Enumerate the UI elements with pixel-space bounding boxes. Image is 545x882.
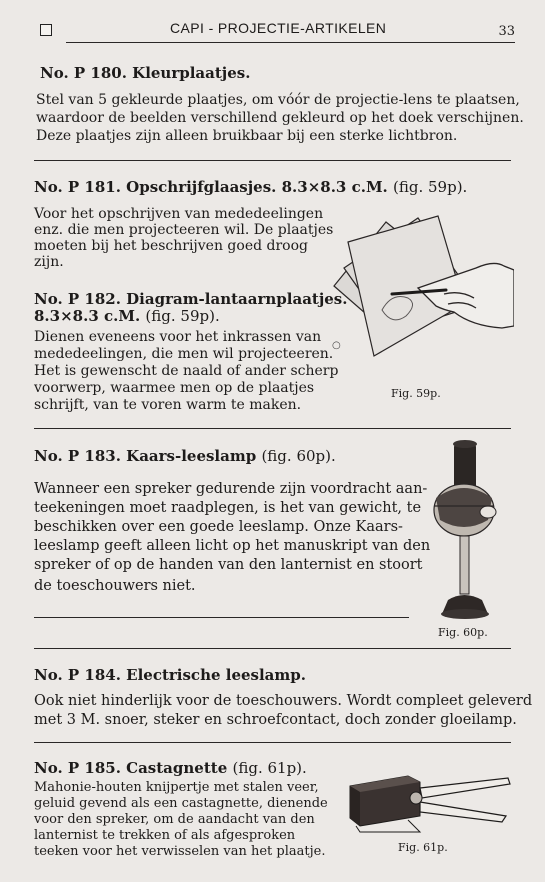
p181-line-3: moeten bij het beschrijven goed droog	[34, 238, 308, 254]
p182-line-1: Dienen eveneens voor het inkrassen van	[34, 329, 322, 345]
glass-plates-figure	[326, 208, 514, 376]
p184-heading: No. P 184. Electrische leeslamp.	[34, 666, 306, 684]
p181-heading-text: No. P 181. Opschrijfglaasjes. 8.3×8.3 c.M.	[34, 178, 388, 196]
header-rule	[66, 42, 515, 43]
p185-line-2: geluid gevend als een castagnette, dienende	[34, 796, 328, 811]
p183-line-6: de toeschouwers niet.	[34, 578, 196, 594]
p185-heading	[34, 759, 307, 777]
p180-line-2: waardoor de beelden verschillend gekleurd op het doek verschijnen.	[36, 110, 524, 126]
candle-lamp-figure	[424, 440, 512, 622]
p183-line-2: teekeningen moet raadplegen, is het van gewicht, te	[34, 500, 422, 516]
p183-line-3: beschikken over een goede leeslamp. Onze Kaars-	[34, 519, 403, 535]
header-title: CAPI - PROJECTIE-ARTIKELEN	[170, 20, 387, 36]
p183-line-5: spreker of op de handen van den lanternist en stoort	[34, 557, 423, 573]
p182-line-2: mededeelingen, die men wil projecteeren.	[34, 346, 334, 362]
p181-line-4: zijn.	[34, 254, 64, 270]
p180-line-1: Stel van 5 gekleurde plaatjes, om vóór de projectie-lens te plaatsen,	[36, 92, 520, 108]
svg-text:○: ○	[332, 340, 341, 351]
fig-60p-caption: Fig. 60p.	[438, 626, 488, 639]
p181-heading	[34, 178, 467, 196]
p181-line-2: enz. die men projecteeren wil. De plaatjes	[34, 222, 334, 238]
p180-heading: No. P 180. Kleurplaatjes.	[40, 64, 251, 82]
section-divider	[34, 648, 511, 649]
p181-line-1: Voor het opschrijven van mededeelingen	[34, 206, 324, 222]
p185-line-3: voor den spreker, om de aandacht van den	[34, 812, 315, 827]
p185-line-5: teeken voor het verwisselen van het plaatje.	[34, 844, 326, 859]
checkbox-square-icon	[40, 24, 52, 36]
castagnette-figure	[346, 772, 512, 838]
p183-line-1: Wanneer een spreker gedurende zijn voordracht aan-	[34, 481, 428, 497]
p183-heading-text: No. P 183. Kaars-leeslamp	[34, 447, 257, 465]
p183-heading	[34, 447, 336, 465]
p185-line-1: Mahonie-houten knijpertje met stalen veer,	[34, 780, 319, 795]
p182-heading-2	[34, 307, 220, 325]
p182-figref: (fig. 59p).	[145, 307, 220, 325]
page-header	[40, 20, 515, 46]
p182-line-4: voorwerp, waarmee men op de plaatjes	[34, 380, 315, 396]
p181-figref: (fig. 59p).	[393, 178, 468, 196]
p185-line-4: lanternist te trekken of als afgesproken	[34, 828, 296, 843]
p184-line-1: Ook niet hinderlijk voor de toeschouwers. Wordt compleet geleverd	[34, 693, 533, 709]
p180-line-3: Deze plaatjes zijn alleen bruikbaar bij een sterke lichtbron.	[36, 128, 458, 144]
p185-figref: (fig. 61p).	[232, 759, 307, 777]
p184-line-2: met 3 M. snoer, steker en schroefcontact, doch zonder gloeilamp.	[34, 712, 517, 728]
section-divider-short	[34, 617, 409, 618]
page-number: 33	[498, 24, 515, 39]
p182-heading-1: No. P 182. Diagram-lantaarnplaatjes.	[34, 290, 348, 308]
section-divider	[34, 428, 511, 429]
p182-line-3: Het is gewenscht de naald of ander scherp	[34, 363, 339, 379]
p183-figref: (fig. 60p).	[261, 447, 336, 465]
p183-line-4: leeslamp geeft alleen licht op het manuskript van den	[34, 538, 431, 554]
fig-61p-caption: Fig. 61p.	[398, 841, 448, 854]
p182-line-5: schrijft, van te voren warm te maken.	[34, 397, 302, 413]
section-divider	[34, 160, 511, 161]
fig-59p-caption: Fig. 59p.	[391, 387, 441, 400]
section-divider	[34, 742, 511, 743]
p182-heading-2-text: 8.3×8.3 c.M.	[34, 307, 141, 325]
p185-heading-text: No. P 185. Castagnette	[34, 759, 228, 777]
